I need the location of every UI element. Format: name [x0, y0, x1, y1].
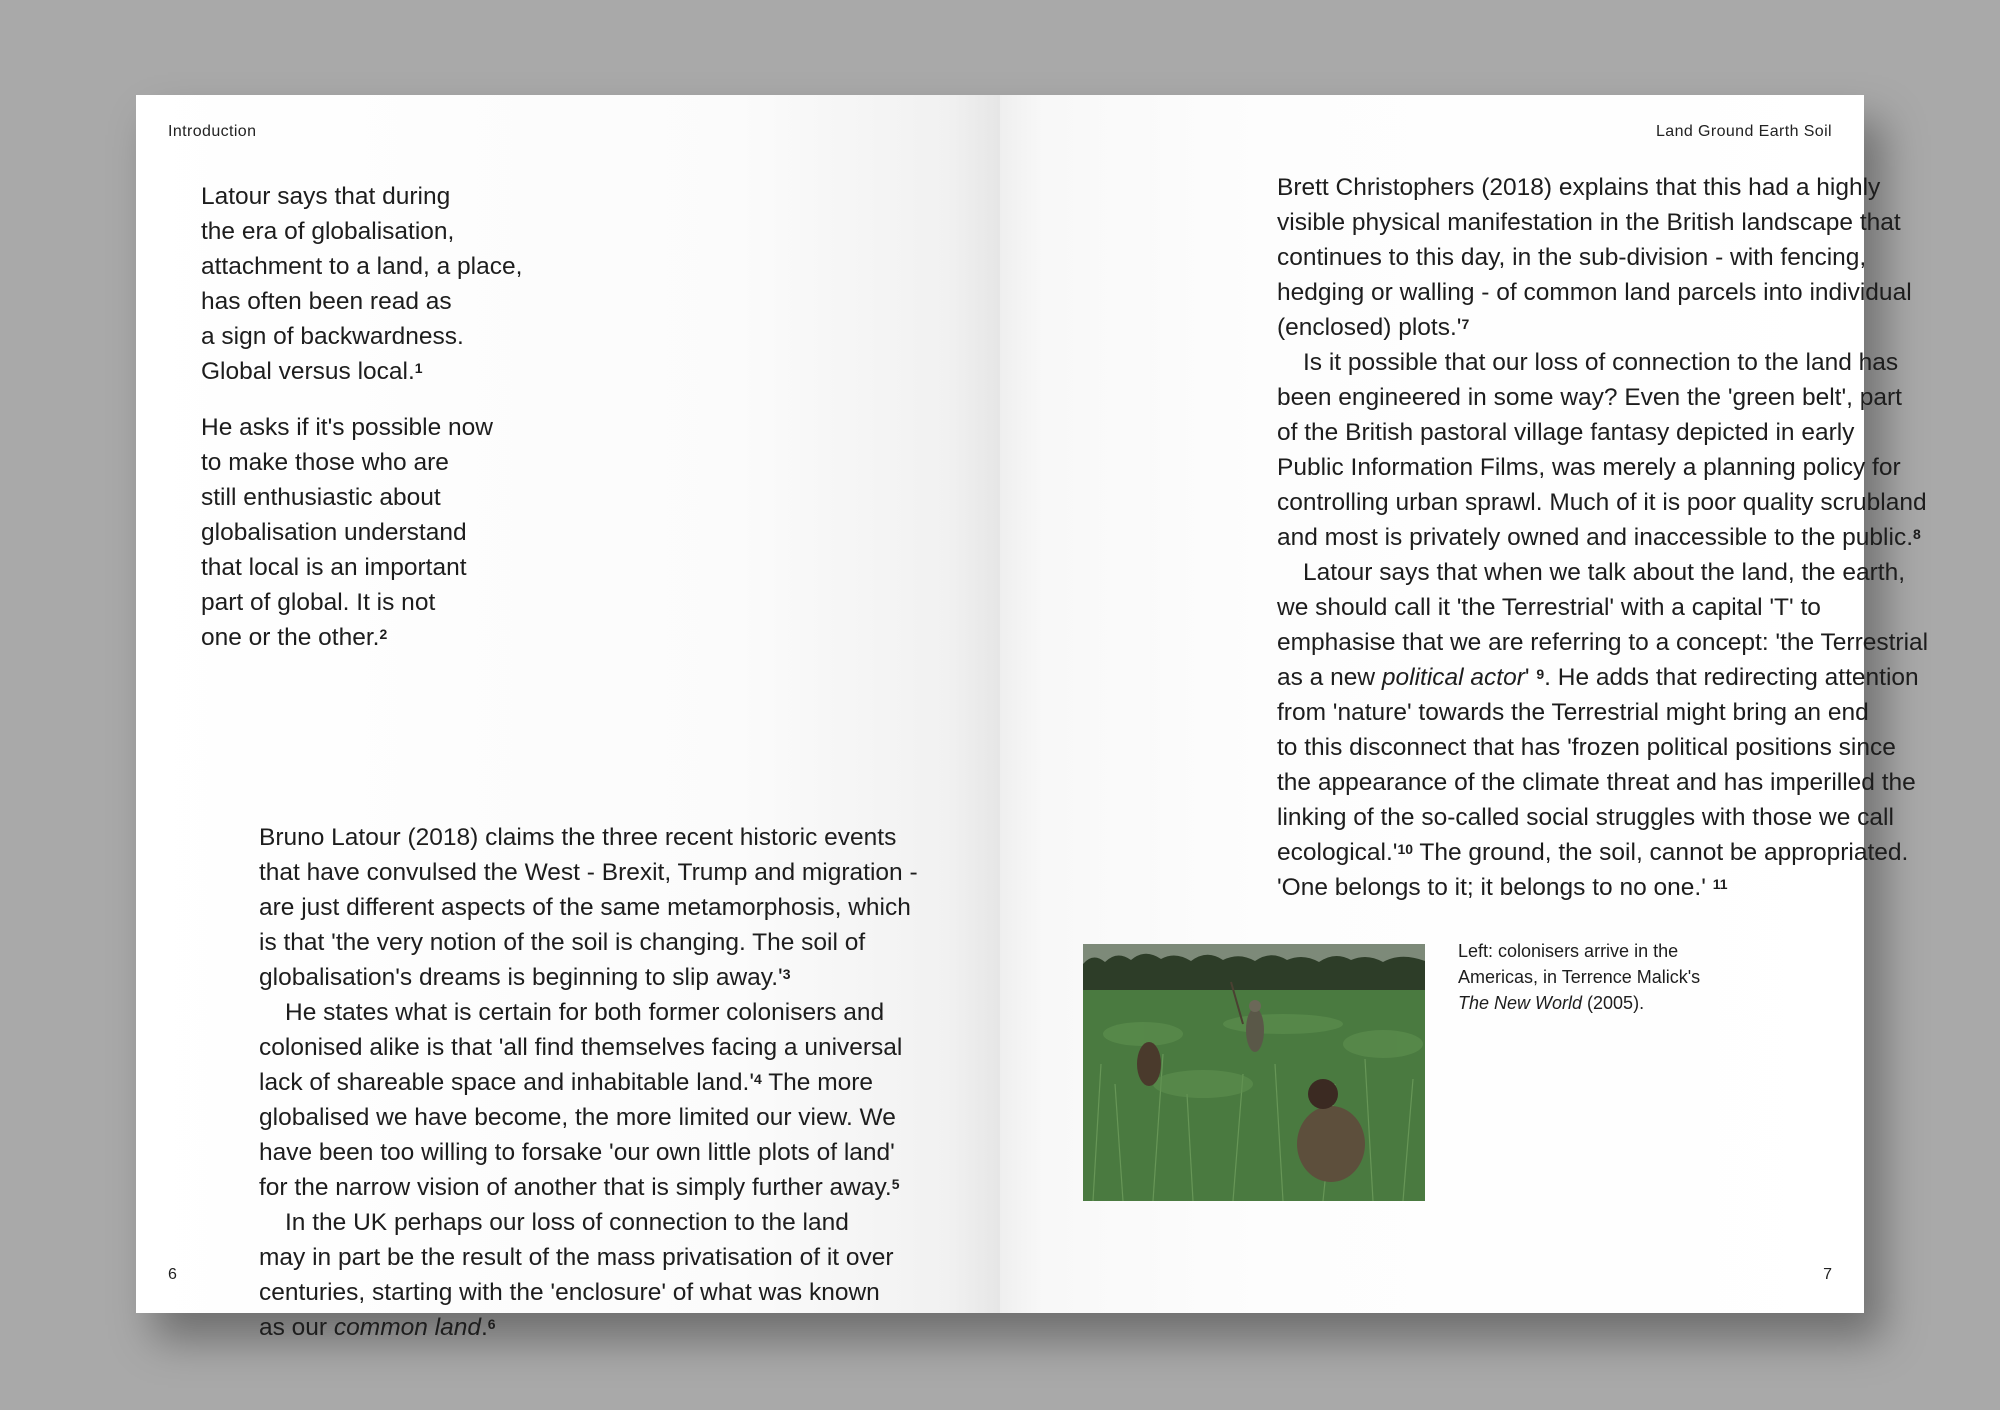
text-line: controlling urban sprawl. Much of it is poor quality scrubland	[1277, 489, 1927, 516]
text-line: Is it possible that our loss of connection to the land has	[1303, 349, 1899, 376]
text-line: been engineered in some way? Even the 'green belt', part	[1277, 384, 1902, 411]
text-line: centuries, starting with the 'enclosure' of what was known	[259, 1279, 880, 1306]
text-line: Bruno Latour (2018) claims the three recent historic events	[259, 824, 897, 851]
running-head-right: Land Ground Earth Soil	[1655, 123, 1832, 140]
text-line: linking of the so-called social struggles with those we call	[1277, 804, 1894, 831]
text-line: emphasise that we are referring to a concept: 'the Terrestrial	[1277, 629, 1929, 656]
text-fragment: (enclosed) plots.'	[1277, 314, 1462, 341]
footnote-ref: 8	[1913, 526, 1921, 542]
running-head-left: Introduction	[168, 123, 257, 140]
text-line: have been too willing to forsake 'our own little plots of land'	[259, 1139, 895, 1166]
text-line: we should call it 'the Terrestrial' with a capital 'T' to	[1277, 594, 1821, 621]
text-line: that local is an important	[201, 554, 467, 581]
emphasis: political actor	[1381, 664, 1525, 691]
emphasis: common land	[333, 1314, 481, 1341]
text-line: In the UK perhaps our loss of connection to the land	[285, 1209, 849, 1236]
text-fragment: as our	[259, 1314, 334, 1341]
text-line: the appearance of the climate threat and has imperilled the	[1277, 769, 1916, 796]
pullquote-2	[201, 410, 493, 655]
text-line: colonised alike is that 'all find themselves facing a universal	[259, 1034, 903, 1061]
text-fragment: globalisation's dreams is beginning to slip away.'	[259, 964, 783, 991]
text-line: part of global. It is not	[201, 589, 436, 616]
footnote-ref: 2	[379, 626, 388, 642]
text-line: to make those who are	[201, 449, 449, 476]
text-fragment: for the narrow vision of another that is simply further away.	[259, 1174, 892, 1201]
text-line: Latour says that when we talk about the land, the earth,	[1303, 559, 1905, 586]
text-line: is that 'the very notion of the soil is changing. The soil of	[259, 929, 866, 956]
text-line: from 'nature' towards the Terrestrial might bring an end	[1277, 699, 1869, 726]
text-line: attachment to a land, a place,	[201, 253, 523, 280]
text-line	[1277, 310, 1928, 345]
text-line	[201, 620, 493, 655]
text-line: continues to this day, in the sub-division - with fencing,	[1277, 244, 1867, 271]
text-line: Public Information Films, was merely a planning policy for	[1277, 454, 1901, 481]
text-line	[201, 354, 522, 389]
text-line	[1277, 660, 1928, 695]
pullquote-1	[201, 179, 522, 389]
text-line: Brett Christophers (2018) explains that this had a highly	[1277, 174, 1881, 201]
text-line: Americas, in Terrence Malick's	[1458, 967, 1701, 987]
footnote-ref: 11	[1712, 876, 1728, 892]
text-line: globalisation understand	[201, 519, 467, 546]
text-line: a sign of backwardness.	[201, 323, 464, 350]
text-fragment: . He adds that redirecting attention	[1544, 664, 1919, 691]
text-fragment: and most is privately owned and inaccessible to the public.	[1277, 524, 1913, 551]
footnote-ref: 10	[1397, 841, 1414, 857]
text-line: visible physical manifestation in the British landscape that	[1277, 209, 1901, 236]
text-fragment: Global versus local.	[201, 358, 415, 385]
footnote-ref: 7	[1461, 316, 1470, 332]
text-fragment: ecological.'	[1277, 839, 1398, 866]
text-fragment: (2005).	[1582, 993, 1645, 1013]
text-line: the era of globalisation,	[201, 218, 455, 245]
footnote-ref: 3	[782, 966, 791, 982]
page-number-right: 7	[1823, 1266, 1832, 1283]
image-caption	[1458, 938, 1700, 1016]
text-line	[259, 1310, 918, 1345]
text-line	[259, 1170, 918, 1205]
text-line: still enthusiastic about	[201, 484, 441, 511]
text-line	[259, 960, 918, 995]
footnote-ref: 6	[487, 1316, 496, 1332]
text-fragment: The more	[761, 1069, 874, 1096]
text-line: that have convulsed the West - Brexit, Trump and migration -	[259, 859, 918, 886]
emphasis: The New World	[1458, 993, 1583, 1013]
text-line: may in part be the result of the mass privatisation of it over	[259, 1244, 894, 1271]
text-fragment: 'One belongs to it; it belongs to no one.'	[1277, 874, 1713, 901]
text-line: He asks if it's possible now	[201, 414, 493, 441]
footnote-ref: 4	[754, 1071, 762, 1087]
text-line: are just different aspects of the same metamorphosis, which	[259, 894, 911, 921]
text-line: of the British pastoral village fantasy depicted in early	[1277, 419, 1855, 446]
text-fragment: .	[480, 1314, 488, 1341]
text-line	[1277, 870, 1928, 905]
text-line	[1277, 835, 1928, 870]
footnote-ref: 5	[891, 1176, 900, 1192]
film-still-image	[1083, 944, 1425, 1201]
left-page	[136, 95, 1000, 1341]
film-still-illustration	[1083, 944, 1425, 1201]
text-line: Latour says that during	[201, 183, 451, 210]
body-text-left	[259, 820, 918, 1345]
text-line: He states what is certain for both former colonisers and	[285, 999, 885, 1026]
page-number-left: 6	[168, 1266, 177, 1283]
text-line: hedging or walling - of common land parcels into individual	[1277, 279, 1912, 306]
text-line: globalised we have become, the more limited our view. We	[259, 1104, 896, 1131]
text-fragment: one or the other.	[201, 624, 380, 651]
text-line	[1277, 520, 1928, 555]
footnote-ref: 1	[414, 360, 423, 376]
text-fragment: lack of shareable space and inhabitable land.'	[259, 1069, 755, 1096]
text-fragment: '	[1524, 664, 1537, 691]
text-line	[1458, 990, 1700, 1016]
text-line: to this disconnect that has 'frozen political positions since	[1277, 734, 1896, 761]
text-line: Left: colonisers arrive in the	[1458, 941, 1679, 961]
body-text-right	[1277, 170, 1928, 905]
book-spread	[136, 95, 1929, 1341]
text-fragment: The ground, the soil, cannot be appropriated.	[1413, 839, 1909, 866]
text-fragment: as a new	[1277, 664, 1382, 691]
text-line	[259, 1065, 918, 1100]
text-line: has often been read as	[201, 288, 452, 315]
footnote-ref: 9	[1536, 666, 1545, 682]
